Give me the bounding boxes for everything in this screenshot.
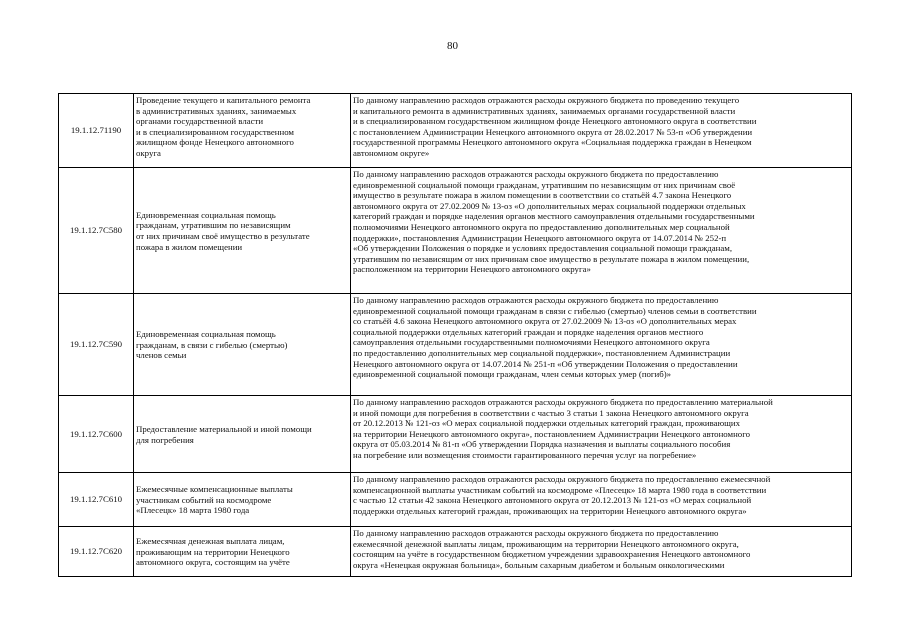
table-row bbox=[59, 396, 852, 473]
row-code: 19.1.12.71190 bbox=[59, 94, 134, 168]
row-name: Ежемесячная денежная выплата лицам, проживающим на территории Ненецкого автономного округа, состоящим на учёте bbox=[134, 527, 351, 577]
row-code: 19.1.12.7С620 bbox=[59, 527, 134, 577]
row-name: Ежемесячные компенсационные выплаты участникам событий на космодроме «Плесецк» 18 марта 1980 года bbox=[134, 473, 351, 527]
row-description: По данному направлению расходов отражаются расходы окружного бюджета по предоставлению единовременной социальной помощи гражданам, утратившим по независящим от них причинам своё имущество в результате пожара в жилом помещении в соответствии со статьёй 4.7 закона Ненецкого автономного округа от 27.02.2009 № 13-оз «О дополнительных мерах социальной поддержки отдельных категорий граждан и порядке наделения органов местного самоуправления отдельными государственными полномочиями Ненецкого автономного округа по предоставлению дополнительных мер социальной поддержки», постановления Администрации Ненецкого автономного округа от 14.07.2014 № 252-п «Об утверждении Положения о порядке и условиях предоставления социальной помощи гражданам, утратившим по независящим от них причинам свое имущество в результате пожара в жилом помещении, расположенном на территории Ненецкого автономного округа» bbox=[351, 168, 852, 294]
row-name: Единовременная социальная помощь гражданам, утратившим по независящим от них причинам своё имущество в результате пожара в жилом помещении bbox=[134, 168, 351, 294]
page-number: 80 bbox=[447, 40, 458, 52]
row-description: По данному направлению расходов отражаются расходы окружного бюджета по предоставлению ежемесячной денежной выплаты лицам, проживающим на территории Ненецкого автономного округа, состоящим на учёте в государственном бюджетном учреждении здравоохранения Ненецкого автономного округа «Ненецкая окружная больница», больным сахарным диабетом и больным онкологическими bbox=[351, 527, 852, 577]
row-code: 19.1.12.7С580 bbox=[59, 168, 134, 294]
table-row bbox=[59, 168, 852, 294]
table-row bbox=[59, 94, 852, 168]
budget-classification-table bbox=[58, 93, 852, 577]
row-code: 19.1.12.7С600 bbox=[59, 396, 134, 473]
row-description: По данному направлению расходов отражаются расходы окружного бюджета по проведению текущего и капитального ремонта в административных зданиях, занимаемых органами государственной власти и в специализированном государственном жилищном фонде Ненецкого автономного округа в соответствии с постановлением Администрации Ненецкого автономного округа от 28.02.2017 № 53-п «Об утверждении государственной программы Ненецкого автономного округа «Социальная поддержка граждан в Ненецком автономном округе» bbox=[351, 94, 852, 168]
row-code: 19.1.12.7С610 bbox=[59, 473, 134, 527]
table-row bbox=[59, 294, 852, 396]
row-code: 19.1.12.7С590 bbox=[59, 294, 134, 396]
table-row bbox=[59, 473, 852, 527]
row-description: По данному направлению расходов отражаются расходы окружного бюджета по предоставлению материальной и иной помощи для погребения в соответствии с частью 3 статьи 1 закона Ненецкого автономного округа от 20.12.2013 № 121-оз «О мерах социальной поддержки отдельных категорий граждан, проживающих на территории Ненецкого автономного округа», постановлением Администрации Ненецкого автономного округа от 05.03.2014 № 81-п «Об утверждении Порядка назначения и выплаты социального пособия на погребение или возмещения стоимости гарантированного перечня услуг на погребение» bbox=[351, 396, 852, 473]
row-description: По данному направлению расходов отражаются расходы окружного бюджета по предоставлению ежемесячной компенсационной выплаты участникам событий на космодроме «Плесецк» 18 марта 1980 года в соответствии с частью 12 статьи 42 закона Ненецкого автономного округа от 20.12.2013 № 121-оз «О мерах социальной поддержки отдельных категорий граждан, проживающих на территории Ненецкого автономного округа» bbox=[351, 473, 852, 527]
table-row bbox=[59, 527, 852, 577]
row-description: По данному направлению расходов отражаются расходы окружного бюджета по предоставлению единовременной социальной помощи гражданам в связи с гибелью (смертью) членов семьи в соответствии со статьёй 4.6 закона Ненецкого автономного округа от 27.02.2009 № 13-оз «О дополнительных мерах социальной поддержки отдельных категорий граждан и порядке наделения органов местного самоуправления отдельными государственными полномочиями Ненецкого автономного округа по предоставлению дополнительных мер социальной поддержки», постановлением Администрации Ненецкого автономного округа от 14.07.2014 № 251-п «Об утверждении Положения о предоставлении единовременной социальной помощи гражданам, член семьи которых умер (погиб)» bbox=[351, 294, 852, 396]
row-name: Проведение текущего и капитального ремонта в административных зданиях, занимаемых органами государственной власти и в специализированном государственном жилищном фонде Ненецкого автономного округа bbox=[134, 94, 351, 168]
row-name: Предоставление материальной и иной помощи для погребения bbox=[134, 396, 351, 473]
row-name: Единовременная социальная помощь гражданам, в связи с гибелью (смертью) членов семьи bbox=[134, 294, 351, 396]
